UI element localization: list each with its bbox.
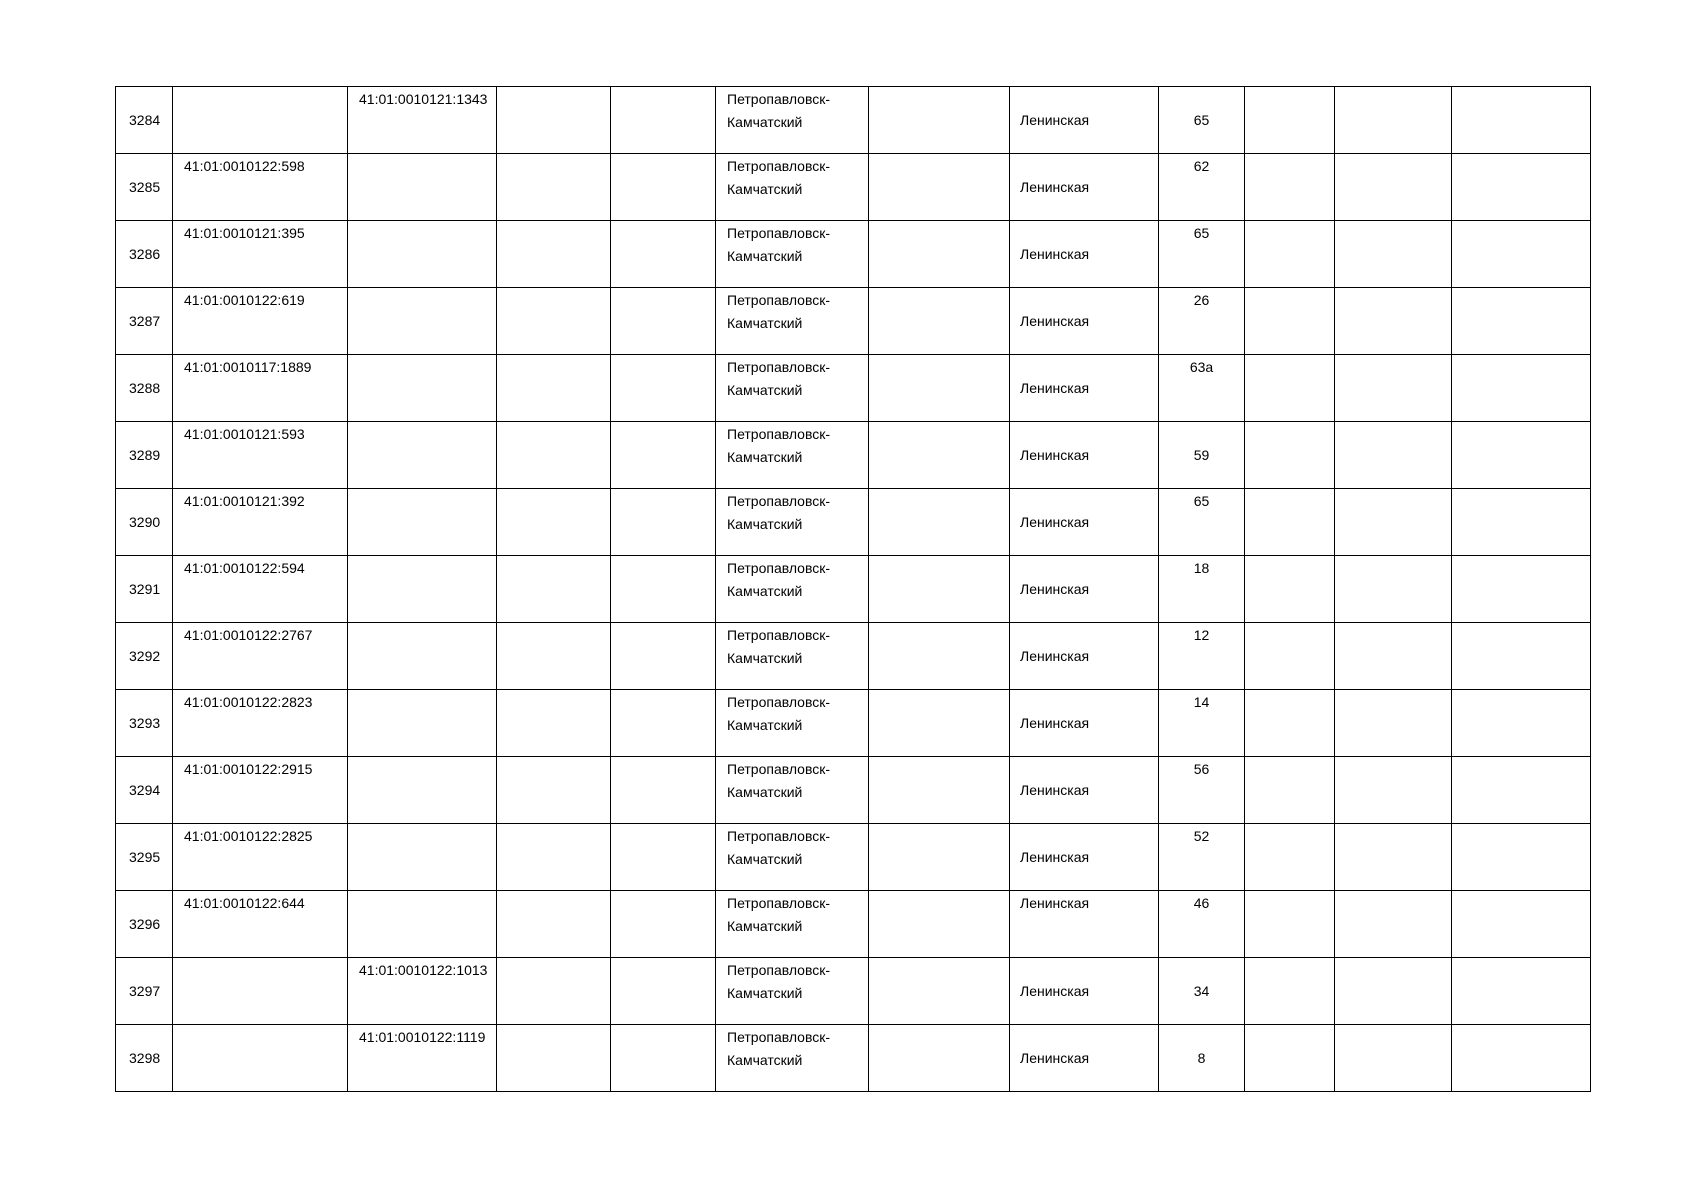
street-cell: Ленинская (1010, 221, 1159, 288)
empty-cell (869, 288, 1010, 355)
city-line-1: Петропавловск- (727, 426, 831, 442)
empty-cell (1245, 690, 1335, 757)
cadastral-number-alt-cell: 41:01:0010122:1119 (348, 1025, 497, 1092)
empty-cell (1245, 1025, 1335, 1092)
empty-cell (1245, 556, 1335, 623)
city-cell (716, 623, 869, 690)
empty-cell (1335, 221, 1452, 288)
empty-cell (497, 824, 611, 891)
empty-cell (611, 489, 716, 556)
record-number: 3295 (116, 824, 173, 891)
cadastral-number-cell: 41:01:0010122:644 (173, 891, 348, 958)
city-cell (716, 221, 869, 288)
empty-cell (1245, 422, 1335, 489)
empty-cell (611, 556, 716, 623)
city-line-1: Петропавловск- (727, 895, 831, 911)
empty-cell (869, 355, 1010, 422)
city-line-2: Камчатский (727, 783, 803, 800)
table-row (116, 221, 1591, 288)
street-cell: Ленинская (1010, 87, 1159, 154)
empty-cell (497, 690, 611, 757)
record-number: 3285 (116, 154, 173, 221)
register-table (115, 86, 1591, 1092)
cadastral-number-alt-cell (348, 690, 497, 757)
empty-cell (1452, 489, 1591, 556)
city-line-2: Камчатский (727, 984, 803, 1001)
empty-cell (1335, 891, 1452, 958)
street-cell: Ленинская (1010, 489, 1159, 556)
cadastral-number-alt-cell (348, 355, 497, 422)
street-cell: Ленинская (1010, 623, 1159, 690)
empty-cell (1452, 221, 1591, 288)
empty-cell (497, 958, 611, 1025)
empty-cell (1335, 87, 1452, 154)
empty-cell (497, 87, 611, 154)
city-line-1: Петропавловск- (727, 962, 831, 978)
empty-cell (1245, 87, 1335, 154)
city-line-2: Камчатский (727, 515, 803, 532)
cadastral-number-alt-cell (348, 623, 497, 690)
cadastral-number-alt-cell (348, 221, 497, 288)
cadastral-number-cell: 41:01:0010122:594 (173, 556, 348, 623)
city-line-2: Камчатский (727, 180, 803, 197)
table-body (116, 87, 1591, 1092)
record-number: 3284 (116, 87, 173, 154)
street-cell: Ленинская (1010, 824, 1159, 891)
empty-cell (869, 489, 1010, 556)
empty-cell (869, 422, 1010, 489)
empty-cell (1245, 757, 1335, 824)
empty-cell (1335, 958, 1452, 1025)
empty-cell (497, 891, 611, 958)
table-row (116, 757, 1591, 824)
house-number-cell: 62 (1159, 154, 1245, 221)
house-number-cell: 65 (1159, 489, 1245, 556)
cadastral-number-cell: 41:01:0010122:619 (173, 288, 348, 355)
record-number: 3298 (116, 1025, 173, 1092)
empty-cell (1452, 891, 1591, 958)
empty-cell (869, 891, 1010, 958)
city-line-1: Петропавловск- (727, 761, 831, 777)
city-cell (716, 1025, 869, 1092)
cadastral-number-cell: 41:01:0010122:598 (173, 154, 348, 221)
empty-cell (497, 221, 611, 288)
cadastral-number-alt-cell (348, 154, 497, 221)
city-line-1: Петропавловск- (727, 627, 831, 643)
street-cell: Ленинская (1010, 288, 1159, 355)
house-number-cell: 8 (1159, 1025, 1245, 1092)
record-number: 3296 (116, 891, 173, 958)
record-number: 3294 (116, 757, 173, 824)
empty-cell (611, 154, 716, 221)
empty-cell (1335, 556, 1452, 623)
empty-cell (869, 824, 1010, 891)
empty-cell (1452, 154, 1591, 221)
city-cell (716, 824, 869, 891)
empty-cell (1452, 288, 1591, 355)
house-number-cell: 46 (1159, 891, 1245, 958)
empty-cell (611, 824, 716, 891)
house-number-cell: 34 (1159, 958, 1245, 1025)
record-number: 3293 (116, 690, 173, 757)
cadastral-number-cell: 41:01:0010122:2825 (173, 824, 348, 891)
empty-cell (869, 757, 1010, 824)
city-line-2: Камчатский (727, 917, 803, 934)
city-cell (716, 422, 869, 489)
empty-cell (611, 623, 716, 690)
empty-cell (1452, 355, 1591, 422)
table-row (116, 824, 1591, 891)
empty-cell (1335, 690, 1452, 757)
city-line-1: Петропавловск- (727, 694, 831, 710)
city-cell (716, 355, 869, 422)
city-cell (716, 556, 869, 623)
cadastral-number-cell: 41:01:0010122:2915 (173, 757, 348, 824)
city-line-2: Камчатский (727, 716, 803, 733)
empty-cell (1452, 757, 1591, 824)
city-line-2: Камчатский (727, 448, 803, 465)
empty-cell (1452, 824, 1591, 891)
empty-cell (869, 556, 1010, 623)
empty-cell (1245, 623, 1335, 690)
empty-cell (1335, 288, 1452, 355)
table-row (116, 958, 1591, 1025)
empty-cell (611, 355, 716, 422)
empty-cell (1335, 623, 1452, 690)
street-cell: Ленинская (1010, 958, 1159, 1025)
house-number-cell: 56 (1159, 757, 1245, 824)
table-row (116, 891, 1591, 958)
empty-cell (611, 1025, 716, 1092)
empty-cell (1245, 958, 1335, 1025)
city-line-1: Петропавловск- (727, 493, 831, 509)
record-number: 3290 (116, 489, 173, 556)
empty-cell (611, 690, 716, 757)
house-number-cell: 14 (1159, 690, 1245, 757)
cadastral-number-alt-cell: 41:01:0010121:1343 (348, 87, 497, 154)
empty-cell (497, 489, 611, 556)
empty-cell (1335, 422, 1452, 489)
house-number-cell: 65 (1159, 221, 1245, 288)
city-line-2: Камчатский (727, 314, 803, 331)
empty-cell (611, 958, 716, 1025)
empty-cell (1335, 1025, 1452, 1092)
empty-cell (869, 623, 1010, 690)
empty-cell (497, 757, 611, 824)
empty-cell (1452, 1025, 1591, 1092)
empty-cell (869, 1025, 1010, 1092)
empty-cell (869, 154, 1010, 221)
street-cell: Ленинская (1010, 422, 1159, 489)
street-cell: Ленинская (1010, 757, 1159, 824)
city-line-1: Петропавловск- (727, 828, 831, 844)
empty-cell (611, 87, 716, 154)
city-line-1: Петропавловск- (727, 225, 831, 241)
empty-cell (1452, 422, 1591, 489)
city-line-1: Петропавловск- (727, 359, 831, 375)
cadastral-number-cell: 41:01:0010122:2767 (173, 623, 348, 690)
empty-cell (1245, 824, 1335, 891)
street-cell: Ленинская (1010, 355, 1159, 422)
city-line-2: Камчатский (727, 1051, 803, 1068)
empty-cell (611, 891, 716, 958)
empty-cell (611, 757, 716, 824)
city-line-2: Камчатский (727, 582, 803, 599)
cadastral-number-cell (173, 1025, 348, 1092)
empty-cell (611, 221, 716, 288)
record-number: 3297 (116, 958, 173, 1025)
city-cell (716, 87, 869, 154)
empty-cell (1452, 958, 1591, 1025)
empty-cell (869, 690, 1010, 757)
empty-cell (497, 355, 611, 422)
cadastral-number-cell (173, 958, 348, 1025)
house-number-cell: 26 (1159, 288, 1245, 355)
cadastral-number-cell: 41:01:0010117:1889 (173, 355, 348, 422)
cadastral-number-cell (173, 87, 348, 154)
street-cell: Ленинская (1010, 690, 1159, 757)
empty-cell (1245, 489, 1335, 556)
city-line-1: Петропавловск- (727, 1029, 831, 1045)
city-cell (716, 288, 869, 355)
empty-cell (1245, 891, 1335, 958)
empty-cell (869, 958, 1010, 1025)
empty-cell (1335, 355, 1452, 422)
empty-cell (1245, 355, 1335, 422)
cadastral-number-cell: 41:01:0010121:392 (173, 489, 348, 556)
city-line-2: Камчатский (727, 381, 803, 398)
empty-cell (497, 288, 611, 355)
record-number: 3289 (116, 422, 173, 489)
house-number-cell: 18 (1159, 556, 1245, 623)
city-cell (716, 891, 869, 958)
table-row (116, 556, 1591, 623)
cadastral-number-alt-cell (348, 489, 497, 556)
city-cell (716, 757, 869, 824)
empty-cell (1452, 87, 1591, 154)
cadastral-number-alt-cell: 41:01:0010122:1013 (348, 958, 497, 1025)
table-row (116, 355, 1591, 422)
city-line-1: Петропавловск- (727, 292, 831, 308)
cadastral-number-alt-cell (348, 422, 497, 489)
empty-cell (1335, 154, 1452, 221)
house-number-cell: 59 (1159, 422, 1245, 489)
empty-cell (869, 221, 1010, 288)
empty-cell (497, 154, 611, 221)
table-row (116, 1025, 1591, 1092)
empty-cell (497, 556, 611, 623)
house-number-cell: 52 (1159, 824, 1245, 891)
city-line-1: Петропавловск- (727, 158, 831, 174)
cadastral-number-cell: 41:01:0010122:2823 (173, 690, 348, 757)
cadastral-number-cell: 41:01:0010121:395 (173, 221, 348, 288)
cadastral-number-alt-cell (348, 757, 497, 824)
house-number-cell: 63а (1159, 355, 1245, 422)
city-line-1: Петропавловск- (727, 560, 831, 576)
table-row (116, 623, 1591, 690)
city-line-2: Камчатский (727, 247, 803, 264)
table-row (116, 489, 1591, 556)
empty-cell (1335, 489, 1452, 556)
cadastral-number-alt-cell (348, 824, 497, 891)
empty-cell (1452, 623, 1591, 690)
city-line-1: Петропавловск- (727, 91, 831, 107)
house-number-cell: 65 (1159, 87, 1245, 154)
record-number: 3286 (116, 221, 173, 288)
cadastral-number-cell: 41:01:0010121:593 (173, 422, 348, 489)
record-number: 3292 (116, 623, 173, 690)
empty-cell (497, 1025, 611, 1092)
table-row (116, 690, 1591, 757)
empty-cell (611, 288, 716, 355)
empty-cell (1452, 556, 1591, 623)
empty-cell (1335, 824, 1452, 891)
empty-cell (869, 87, 1010, 154)
city-cell (716, 958, 869, 1025)
street-cell: Ленинская (1010, 556, 1159, 623)
empty-cell (1245, 288, 1335, 355)
empty-cell (1452, 690, 1591, 757)
city-cell (716, 489, 869, 556)
cadastral-number-alt-cell (348, 891, 497, 958)
table-row (116, 154, 1591, 221)
city-cell (716, 690, 869, 757)
empty-cell (1335, 757, 1452, 824)
record-number: 3288 (116, 355, 173, 422)
record-number: 3287 (116, 288, 173, 355)
house-number-cell: 12 (1159, 623, 1245, 690)
table-row (116, 422, 1591, 489)
empty-cell (497, 623, 611, 690)
street-cell: Ленинская (1010, 154, 1159, 221)
table-row (116, 87, 1591, 154)
cadastral-number-alt-cell (348, 288, 497, 355)
street-cell: Ленинская (1010, 891, 1159, 958)
city-line-2: Камчатский (727, 649, 803, 666)
city-cell (716, 154, 869, 221)
record-number: 3291 (116, 556, 173, 623)
city-line-2: Камчатский (727, 850, 803, 867)
empty-cell (611, 422, 716, 489)
empty-cell (497, 422, 611, 489)
table-row (116, 288, 1591, 355)
empty-cell (1245, 221, 1335, 288)
empty-cell (1245, 154, 1335, 221)
city-line-2: Камчатский (727, 113, 803, 130)
street-cell: Ленинская (1010, 1025, 1159, 1092)
cadastral-number-alt-cell (348, 556, 497, 623)
